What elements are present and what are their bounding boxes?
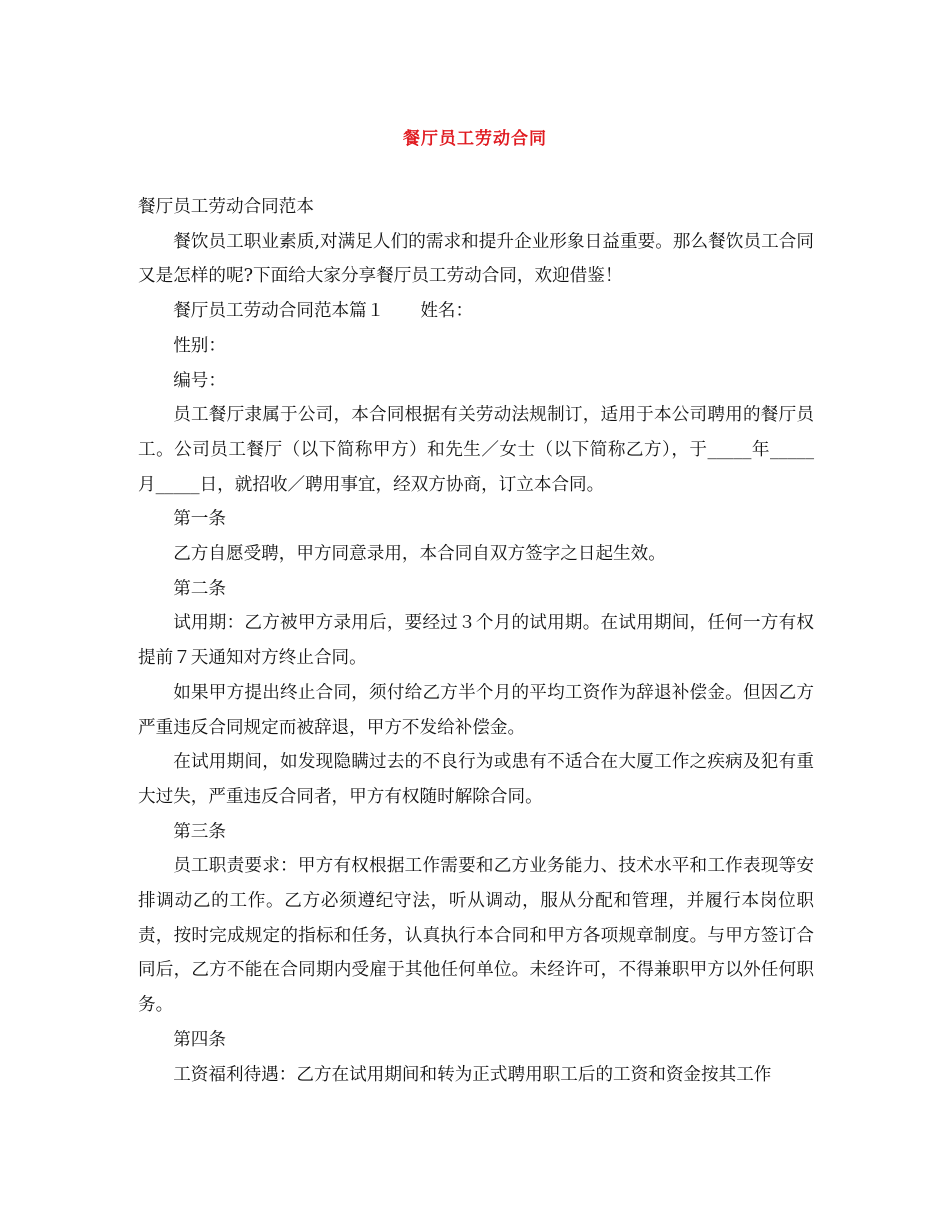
article-1-text: 乙方自愿受聘，甲方同意录用，本合同自双方签字之日起生效。: [173, 544, 666, 565]
article-2-heading: 第二条: [173, 578, 226, 599]
article-3-heading: 第三条: [173, 821, 226, 842]
article-2-compensation: 如果甲方提出终止合同，须付给乙方半个月的平均工资作为辞退补偿金。但因乙方严重违反合同规定而被辞退，甲方不发给补偿金。: [138, 682, 814, 738]
sample-heading-line: [138, 294, 814, 329]
sample-label: 餐厅员工劳动合同范本篇１: [173, 301, 385, 322]
number-field-label: 编号：: [173, 370, 226, 391]
article-2-termination: 在试用期间，如发现隐瞒过去的不良行为或患有不适合在大厦工作之疾病及犯有重大过失，严重违反合同者，甲方有权随时解除合同。: [138, 752, 814, 807]
article-1-heading: 第一条: [173, 509, 226, 530]
article-3-text: 员工职责要求：甲方有权根据工作需要和乙方业务能力、技术水平和工作表现等安排调动乙的工作。乙方必须遵纪守法，听从调动，服从分配和管理，并履行本岗位职责，按时完成规定的指标和任务，认真执行本合同和甲方各项规章制度。与甲方签订合同后，乙方不能在合同期内受雇于其他任何单位。未经许可，不得兼职甲方以外任何职务。: [138, 856, 814, 1016]
article-2-probation: 试用期：乙方被甲方录用后，要经过３个月的试用期。在试用期间，任何一方有权提前７天通知对方终止合同。: [138, 613, 814, 669]
document-title: 餐厅员工劳动合同: [403, 129, 547, 149]
subtitle-paragraph: 餐厅员工劳动合同范本: [138, 197, 314, 217]
name-field-label: 姓名：: [420, 301, 474, 322]
article-4-text: 工资福利待遇：乙方在试用期间和转为正式聘用职工后的工资和资金按其工作: [173, 1064, 772, 1085]
preamble-paragraph: 员工餐厅隶属于公司，本合同根据有关劳动法规制订，适用于本公司聘用的餐厅员工。公司员工餐厅（以下简称甲方）和先生／女士（以下简称乙方），于_____年_____月_____日，就招收／聘用事宜，经双方协商，订立本合同。: [138, 405, 814, 495]
article-4-heading: 第四条: [173, 1029, 226, 1050]
gender-field-label: 性别：: [173, 335, 226, 356]
document-body: [138, 190, 814, 1092]
intro-paragraph: 餐饮员工职业素质,对满足人们的需求和提升企业形象日益重要。那么餐饮员工合同又是怎样的呢?下面给大家分享餐厅员工劳动合同，欢迎借鉴！: [138, 231, 814, 287]
